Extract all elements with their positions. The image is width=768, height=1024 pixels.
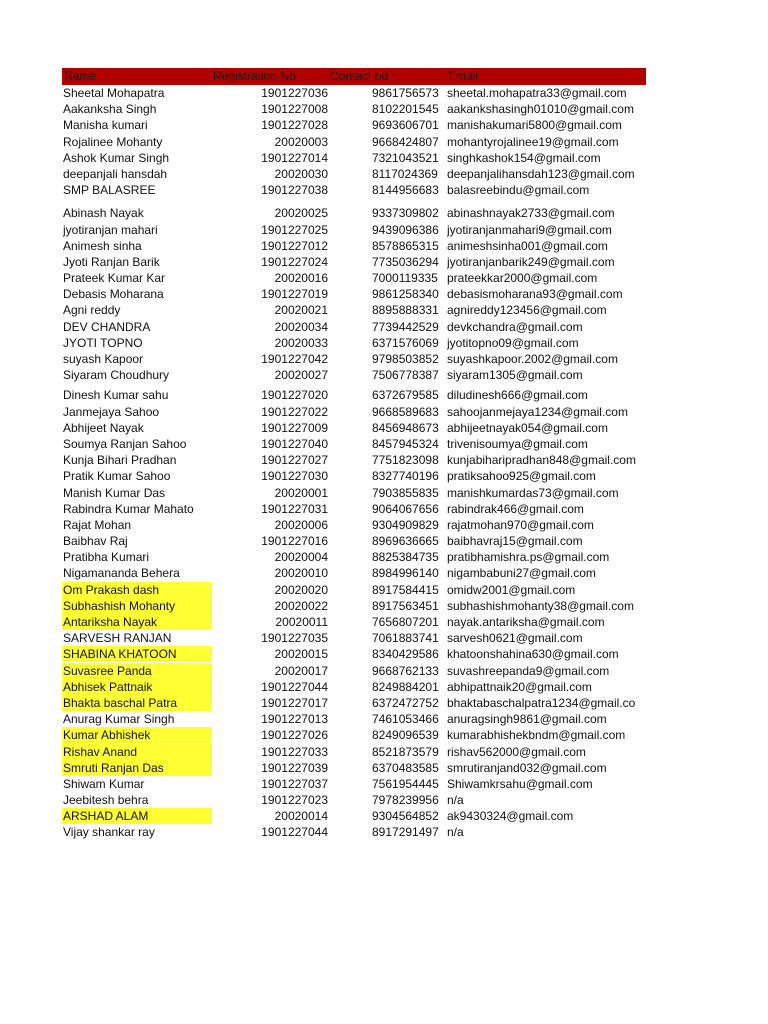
email-cell: trivenisoumya@gmail.com — [447, 436, 588, 451]
email-cell: diludinesh666@gmail.com — [447, 388, 588, 403]
email-cell: subhashishmohanty38@gmail.com — [447, 598, 634, 613]
table-row — [62, 776, 646, 792]
email-cell: omidw2001@gmail.com — [447, 582, 576, 597]
email-cell: jyotiranjanbarik249@gmail.com — [447, 254, 615, 269]
registration-cell: 20020033 — [274, 335, 328, 350]
header-registration: Registration No — [213, 69, 296, 83]
email-cell: rajatmohan970@gmail.com — [447, 517, 594, 532]
email-cell: jyotiranjanmahari9@gmail.com — [447, 222, 612, 237]
table-row — [62, 727, 646, 743]
table-row — [62, 792, 646, 808]
name-cell: Rishav Anand — [62, 744, 212, 760]
contact-cell: 8895888331 — [372, 303, 439, 318]
contact-cell: 7735036294 — [372, 254, 439, 269]
contact-cell: 8984996140 — [372, 566, 439, 581]
contact-cell: 9304909829 — [372, 517, 439, 532]
email-cell: pratibhamishra.ps@gmail.com — [447, 550, 610, 565]
contact-cell: 8144956683 — [372, 183, 439, 198]
name-cell: Manisha kumari — [63, 118, 148, 133]
registration-cell: 20020020 — [274, 582, 328, 597]
table-row — [62, 468, 646, 484]
table-row — [62, 452, 646, 468]
table-row — [62, 420, 646, 436]
registration-cell: 20020006 — [274, 517, 328, 532]
name-cell: Manish Kumar Das — [63, 485, 166, 500]
table-row — [62, 182, 646, 198]
registration-cell: 1901227019 — [261, 287, 328, 302]
email-cell: khatoonshahina630@gmail.com — [447, 647, 619, 662]
table-row — [62, 679, 646, 695]
email-cell: debasismoharana93@gmail.com — [447, 287, 623, 302]
table-row — [62, 485, 646, 501]
email-cell: animeshsinha001@gmail.com — [447, 238, 608, 253]
name-cell: Jeebitesh behra — [63, 793, 149, 808]
name-cell: Prateek Kumar Kar — [63, 271, 166, 286]
table-row — [62, 302, 646, 318]
table-row — [62, 598, 646, 614]
name-cell: Debasis Moharana — [63, 287, 164, 302]
name-cell: jyotiranjan mahari — [63, 222, 158, 237]
name-cell: Subhashish Mohanty — [62, 598, 212, 614]
registration-cell: 20020003 — [274, 134, 328, 149]
contact-cell: 7061883741 — [372, 631, 439, 646]
name-cell: SARVESH RANJAN — [63, 631, 172, 646]
email-cell: sheetal.mohapatra33@gmail.com — [447, 86, 627, 100]
name-cell: Om Prakash dash — [62, 582, 212, 598]
contact-cell: 9668762133 — [372, 663, 439, 678]
registration-cell: 1901227022 — [261, 404, 328, 419]
name-cell: Abhijeet Nayak — [63, 420, 144, 435]
table-row — [62, 404, 646, 420]
table-row — [62, 387, 646, 403]
registration-cell: 1901227009 — [261, 420, 328, 435]
email-cell: baibhavraj15@gmail.com — [447, 534, 583, 549]
registration-cell: 1901227014 — [261, 150, 328, 165]
email-cell: jyotitopno09@gmail.com — [447, 335, 579, 350]
name-cell: Antariksha Nayak — [62, 614, 212, 630]
email-cell: pratiksahoo925@gmail.com — [447, 469, 596, 484]
contact-cell: 8327740196 — [372, 469, 439, 484]
name-cell: JYOTI TOPNO — [63, 335, 143, 350]
name-cell: Vijay shankar ray — [63, 825, 155, 840]
contact-cell: 7561954445 — [372, 776, 439, 791]
name-cell: Animesh sinha — [63, 238, 142, 253]
table-row — [62, 85, 646, 101]
table-row — [62, 134, 646, 150]
email-cell: n/a — [447, 825, 464, 840]
registration-cell: 20020027 — [274, 368, 328, 383]
registration-cell: 1901227033 — [261, 744, 328, 759]
email-cell: suyashkapoor.2002@gmail.com — [447, 352, 618, 366]
email-cell: anuragsingh9861@gmail.com — [447, 712, 607, 727]
registration-cell: 20020016 — [274, 271, 328, 286]
name-cell: Abhisek Pattnaik — [62, 679, 212, 695]
email-cell: kumarabhishekbndm@gmail.com — [447, 728, 626, 743]
registration-cell: 1901227017 — [261, 695, 328, 710]
contact-cell: 9861756573 — [372, 86, 439, 100]
name-cell: SHABINA KHATOON — [62, 646, 212, 662]
email-cell: rabindrak466@gmail.com — [447, 501, 584, 516]
email-cell: abhipattnaik20@gmail.com — [447, 679, 592, 694]
table-row — [62, 711, 646, 727]
registration-cell: 1901227036 — [261, 86, 328, 100]
table-row — [62, 101, 646, 117]
name-cell: Pratibha Kumari — [63, 550, 150, 565]
registration-cell: 20020017 — [274, 663, 328, 678]
contact-cell: 8521873579 — [372, 744, 439, 759]
contact-cell: 7000119335 — [372, 271, 438, 286]
table-row — [62, 533, 646, 549]
email-cell: singhkashok154@gmail.com — [447, 150, 601, 165]
email-cell: devkchandra@gmail.com — [447, 319, 583, 334]
name-cell: Dinesh Kumar sahu — [63, 388, 169, 403]
registration-cell: 20020014 — [274, 809, 328, 824]
contact-cell: 8578865315 — [372, 238, 439, 253]
contact-cell: 6372472752 — [372, 695, 439, 710]
contact-cell: 8825384735 — [372, 550, 439, 565]
registration-cell: 1901227016 — [261, 534, 328, 549]
name-cell: Suvasree Panda — [62, 663, 212, 679]
registration-cell: 1901227020 — [261, 388, 328, 403]
email-cell: bhaktabaschalpatra1234@gmail.co — [447, 695, 636, 710]
registration-cell: 20020025 — [274, 206, 328, 221]
table-row — [62, 351, 646, 367]
email-cell: mohantyrojalinee19@gmail.com — [447, 134, 619, 149]
table-row — [62, 808, 646, 824]
registration-cell: 20020011 — [275, 615, 328, 629]
registration-cell: 1901227042 — [261, 352, 328, 366]
name-cell: DEV CHANDRA — [63, 319, 151, 334]
table-row — [62, 205, 646, 221]
email-cell: Shiwamkrsahu@gmail.com — [447, 776, 593, 791]
name-cell: Kumar Abhishek — [62, 727, 212, 743]
contact-cell: 7903855835 — [372, 485, 439, 500]
table-row — [62, 582, 646, 598]
table-row — [62, 270, 646, 286]
table-row — [62, 549, 646, 565]
contact-cell: 8117024369 — [372, 166, 438, 181]
table-row — [62, 319, 646, 335]
name-cell: Siyaram Choudhury — [63, 368, 170, 383]
email-cell: manishkumardas73@gmail.com — [447, 485, 619, 500]
table-row — [62, 166, 646, 182]
registration-cell: 1901227012 — [261, 238, 328, 253]
registration-cell: 1901227024 — [261, 254, 328, 269]
email-cell: n/a — [447, 793, 464, 808]
email-cell: kunjabiharipradhan848@gmail.com — [447, 453, 636, 468]
name-cell: Rojalinee Mohanty — [63, 134, 163, 149]
name-cell: Smruti Ranjan Das — [62, 760, 212, 776]
table-row — [62, 695, 646, 711]
contact-cell: 9439096386 — [372, 222, 439, 237]
table-row — [62, 286, 646, 302]
name-cell: SMP BALASREE — [63, 183, 156, 198]
table-row — [62, 150, 646, 166]
contact-cell: 8249884201 — [372, 679, 439, 694]
header-name: Name — [64, 69, 97, 83]
header-contact: Contact no — [330, 69, 389, 83]
name-cell: Sheetal Mohapatra — [63, 86, 165, 100]
contact-cell: 9861258340 — [372, 287, 439, 302]
registration-cell: 1901227026 — [261, 728, 328, 743]
registration-cell: 1901227039 — [261, 760, 328, 775]
name-cell: Bhakta baschal Patra — [62, 695, 212, 711]
table-row — [62, 646, 646, 662]
email-cell: prateekkar2000@gmail.com — [447, 271, 598, 286]
registration-cell: 1901227013 — [261, 712, 328, 727]
contact-cell: 6370483585 — [372, 760, 439, 775]
table-row — [62, 744, 646, 760]
contact-cell: 9798503852 — [372, 352, 439, 366]
registration-cell: 20020021 — [274, 303, 328, 318]
email-cell: smrutiranjand032@gmail.com — [447, 760, 607, 775]
table-row — [62, 501, 646, 517]
contact-cell: 7321043521 — [372, 150, 439, 165]
contact-cell: 8917584415 — [372, 582, 439, 597]
table-row — [62, 517, 646, 533]
registration-cell: 1901227044 — [261, 825, 328, 840]
table-row — [62, 254, 646, 270]
registration-cell: 20020015 — [274, 647, 328, 662]
contact-cell: 8917291497 — [372, 825, 439, 840]
contact-cell: 9304564852 — [372, 809, 439, 824]
name-cell: Agni reddy — [63, 303, 121, 318]
name-cell: Ashok Kumar Singh — [63, 150, 170, 165]
contact-cell: 9668424807 — [372, 134, 439, 149]
contact-cell: 7751823098 — [372, 453, 439, 468]
table-body — [62, 85, 646, 841]
registration-cell: 1901227025 — [261, 222, 328, 237]
registration-cell: 1901227035 — [261, 631, 328, 646]
contact-cell: 8457945324 — [372, 436, 439, 451]
contact-cell: 7978239956 — [372, 793, 439, 808]
table-row — [62, 565, 646, 581]
registration-cell: 1901227023 — [261, 793, 328, 808]
name-cell: Abinash Nayak — [63, 206, 144, 221]
contact-cell: 9337309802 — [372, 206, 439, 221]
name-cell: Shiwam Kumar — [63, 776, 145, 791]
name-cell: Kunja Bihari Pradhan — [63, 453, 177, 468]
table-row — [62, 238, 646, 254]
contact-cell: 8969636665 — [372, 534, 439, 549]
name-cell: Janmejaya Sahoo — [63, 404, 160, 419]
email-cell: sahoojanmejaya1234@gmail.com — [447, 404, 628, 419]
name-cell: Jyoti Ranjan Barik — [63, 254, 160, 269]
email-cell: agnireddy123456@gmail.com — [447, 303, 607, 318]
email-cell: sarvesh0621@gmail.com — [447, 631, 583, 646]
table-row — [62, 367, 646, 383]
header-row — [62, 68, 646, 85]
contact-cell: 9668589683 — [372, 404, 439, 419]
email-cell: ak9430324@gmail.com — [447, 809, 574, 824]
registration-cell: 1901227040 — [261, 436, 328, 451]
name-cell: Soumya Ranjan Sahoo — [63, 436, 187, 451]
registration-cell: 1901227027 — [261, 453, 328, 468]
registration-cell: 1901227031 — [261, 501, 328, 516]
contact-cell: 7506778387 — [372, 368, 439, 383]
registration-cell: 20020004 — [274, 550, 328, 565]
contact-cell: 8249096539 — [372, 728, 439, 743]
spreadsheet — [62, 68, 646, 841]
email-cell: siyaram1305@gmail.com — [447, 368, 583, 383]
registration-cell: 20020022 — [274, 598, 328, 613]
name-cell: deepanjali hansdah — [63, 166, 168, 181]
table-row — [62, 335, 646, 351]
table-row — [62, 614, 646, 630]
header-email: Email — [448, 69, 479, 83]
table-row — [62, 663, 646, 679]
registration-cell: 20020034 — [274, 319, 328, 334]
table-row — [62, 630, 646, 646]
table-row — [62, 760, 646, 776]
name-cell: ARSHAD ALAM — [62, 808, 212, 824]
name-cell: Aakanksha Singh — [63, 102, 157, 117]
name-cell: Nigamananda Behera — [63, 566, 180, 581]
email-cell: abinashnayak2733@gmail.com — [447, 206, 615, 221]
table-row — [62, 222, 646, 238]
registration-cell: 1901227044 — [261, 679, 328, 694]
email-cell: suvashreepanda9@gmail.com — [447, 663, 610, 678]
contact-cell: 9064067656 — [372, 501, 439, 516]
email-cell: aakankshasingh01010@gmail.com — [447, 102, 634, 117]
contact-cell: 8340429586 — [372, 647, 439, 662]
contact-cell: 8917563451 — [372, 598, 439, 613]
registration-cell: 20020030 — [274, 166, 328, 181]
contact-cell: 7461053466 — [372, 712, 439, 727]
email-cell: manishakumari5800@gmail.com — [447, 118, 622, 133]
table-row — [62, 436, 646, 452]
registration-cell: 1901227008 — [261, 102, 328, 117]
contact-cell: 6372679585 — [372, 388, 439, 403]
contact-cell: 7739442529 — [372, 319, 439, 334]
name-cell: Rabindra Kumar Mahato — [63, 501, 194, 516]
contact-cell: 6371576069 — [372, 335, 439, 350]
name-cell: Anurag Kumar Singh — [63, 712, 175, 727]
email-cell: abhijeetnayak054@gmail.com — [447, 420, 608, 435]
table-row — [62, 117, 646, 133]
contact-cell: 8456948673 — [372, 420, 439, 435]
name-cell: Baibhav Raj — [63, 534, 128, 549]
registration-cell: 1901227038 — [261, 183, 328, 198]
email-cell: deepanjalihansdah123@gmail.com — [447, 166, 635, 181]
registration-cell: 20020010 — [274, 566, 328, 581]
contact-cell: 8102201545 — [372, 102, 439, 117]
registration-cell: 1901227030 — [261, 469, 328, 484]
email-cell: rishav562000@gmail.com — [447, 744, 586, 759]
registration-cell: 1901227037 — [261, 776, 328, 791]
name-cell: Rajat Mohan — [63, 517, 132, 532]
email-cell: balasreebindu@gmail.com — [447, 183, 590, 198]
registration-cell: 20020001 — [274, 485, 328, 500]
table-row — [62, 824, 646, 840]
registration-cell: 1901227028 — [261, 118, 328, 133]
name-cell: suyash Kapoor — [63, 352, 144, 366]
email-cell: nigambabuni27@gmail.com — [447, 566, 596, 581]
contact-cell: 7656807201 — [372, 615, 439, 629]
email-cell: nayak.antariksha@gmail.com — [447, 615, 605, 629]
contact-cell: 9693606701 — [372, 118, 439, 133]
name-cell: Pratik Kumar Sahoo — [63, 469, 171, 484]
